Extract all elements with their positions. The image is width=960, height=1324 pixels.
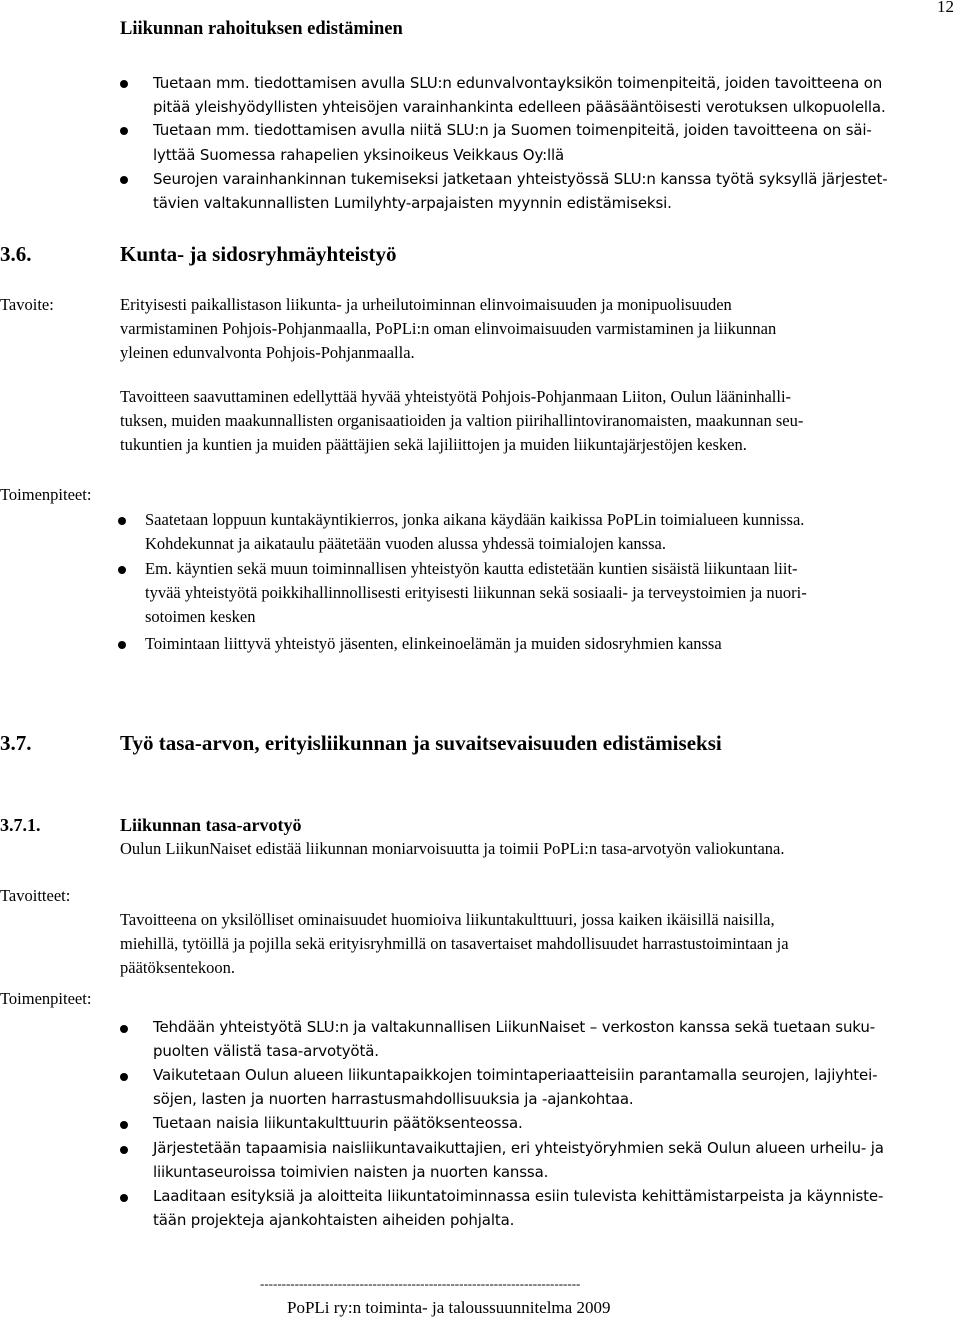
action2-4-line-2: liikuntaseuroissa toimivien naisten ja nuorten kanssa. — [153, 1163, 549, 1181]
footer-rule: -------------------------------------------------------------------------- — [260, 1276, 581, 1291]
actions-label: Toimenpiteet: — [0, 485, 92, 504]
actions-label-2: Toimenpiteet: — [0, 989, 92, 1008]
bullet-icon — [120, 176, 128, 184]
action-1-line-2: Kohdekunnat ja aikataulu päätetään vuoden alussa yhdessä toimialojen kanssa. — [145, 534, 666, 553]
bullet-icon — [120, 1121, 128, 1129]
section-3-7-1-title: Liikunnan tasa-arvotyö — [120, 815, 302, 835]
section-3-7-1-subtitle: Oulun LiikunNaiset edistää liikunnan moniarvoisuutta ja toimii PoPLi:n tasa-arvotyön valiokuntana. — [120, 839, 785, 858]
action2-5-line-1: Laaditaan esityksiä ja aloitteita liikuntatoiminnassa esiin tulevista kehittämistarpeista ja käynniste- — [153, 1187, 884, 1205]
bullet-icon — [118, 641, 126, 649]
bullet-icon — [120, 1073, 128, 1081]
footer-text: PoPLi ry:n toiminta- ja taloussuunnitelma 2009 — [287, 1298, 611, 1317]
intro-bullet-3-line-1: Seurojen varainhankinnan tukemiseksi jatketaan yhteistyössä SLU:n kanssa työtä syksyllä järjestet- — [153, 170, 888, 188]
bullet-icon — [120, 1194, 128, 1202]
action2-3-line-1: Tuetaan naisia liikuntakulttuurin päätöksenteossa. — [153, 1114, 523, 1132]
goal2-line-3: tukuntien ja kuntien ja muiden päättäjien sekä lajiliittojen ja muiden liikuntajärjestöjen kesken. — [120, 435, 747, 454]
goal-line-1: Erityisesti paikallistason liikunta- ja urheilutoiminnan elinvoimaisuuden ja monipuolisuuden — [120, 295, 732, 314]
section-3-6-number: 3.6. — [0, 242, 32, 266]
goals-label: Tavoitteet: — [0, 886, 71, 905]
action2-4-line-1: Järjestetään tapaamisia naisliikuntavaikuttajien, eri yhteistyöryhmien sekä Oulun alueen urheilu- ja — [153, 1139, 884, 1157]
action-3-line-1: Toimintaan liittyvä yhteistyö jäsenten, elinkeinoelämän ja muiden sidosryhmien kanssa — [145, 634, 722, 653]
intro-bullet-2-line-1: Tuetaan mm. tiedottamisen avulla niitä SLU:n ja Suomen toimenpiteitä, joiden tavoitteena on säi- — [153, 121, 872, 139]
bullet-icon — [118, 566, 126, 574]
goal2-line-1: Tavoitteen saavuttaminen edellyttää hyvää yhteistyötä Pohjois-Pohjanmaan Liiton, Oulun lääninhalli- — [120, 387, 792, 406]
bullet-icon — [120, 1025, 128, 1033]
action-2-line-1: Em. käyntien sekä muun toiminnallisen yhteistyön kautta edistetään kuntien sisäistä liikuntaan liit- — [145, 559, 798, 578]
action-2-line-2: tyvää yhteistyötä poikkihallinnollisesti erityisesti liikunnan sekä sosiaali- ja terveystoimien ja nuori- — [145, 583, 807, 602]
goals-line-2: miehillä, tytöillä ja pojilla sekä erityisryhmillä on tasavertaiset mahdollisuudet harrastustoimintaan ja — [120, 934, 789, 953]
action2-5-line-2: tään projekteja ajankohtaisten aiheiden pohjalta. — [153, 1211, 515, 1229]
action2-1-line-1: Tehdään yhteistyötä SLU:n ja valtakunnallisen LiikunNaiset – verkoston kanssa sekä tuetaan suku- — [153, 1018, 875, 1036]
section-3-7-1-number: 3.7.1. — [0, 815, 41, 835]
action-2-line-3: sotoimen kesken — [145, 607, 256, 626]
section-3-6-title: Kunta- ja sidosryhmäyhteistyö — [120, 242, 397, 266]
page-header-title: Liikunnan rahoituksen edistäminen — [120, 19, 403, 39]
goal-line-3: yleinen edunvalvonta Pohjois-Pohjanmaalla. — [120, 343, 415, 362]
intro-bullet-1-line-1: Tuetaan mm. tiedottamisen avulla SLU:n edunvalvontayksikön toimenpiteitä, joiden tavoitteena on — [153, 74, 883, 92]
action-1-line-1: Saatetaan loppuun kuntakäyntikierros, jonka aikana käydään kaikissa PoPLin toimialueen kunnissa. — [145, 510, 805, 529]
intro-bullet-3-line-2: tävien valtakunnallisten Lumilyhty-arpajaisten myynnin edistämiseksi. — [153, 194, 672, 212]
action2-2-line-1: Vaikutetaan Oulun alueen liikuntapaikkojen toimintaperiaatteisiin parantamalla seurojen, lajiyhtei- — [153, 1066, 878, 1084]
bullet-icon — [118, 517, 126, 525]
intro-bullet-1-line-2: pitää yleishyödyllisten yhteisöjen varainhankinta edelleen pääsääntöisesti verotuksen ulkopuolella. — [153, 98, 886, 116]
action2-2-line-2: söjen, lasten ja nuorten harrastusmahdollisuuksia ja -ajankohtaa. — [153, 1090, 634, 1108]
goals-line-1: Tavoitteena on yksilölliset ominaisuudet huomioiva liikuntakulttuuri, jossa kaiken ikäisillä naisilla, — [120, 910, 775, 929]
goals-line-3: päätöksentekoon. — [120, 958, 236, 977]
bullet-icon — [120, 80, 128, 88]
bullet-icon — [120, 127, 128, 135]
bullet-icon — [120, 1146, 128, 1154]
action2-1-line-2: puolten välistä tasa-arvotyötä. — [153, 1042, 379, 1060]
page-number: 12 — [937, 0, 954, 16]
intro-bullet-2-line-2: lyttää Suomessa rahapelien yksinoikeus Veikkaus Oy:llä — [153, 146, 565, 164]
goal-label: Tavoite: — [0, 295, 54, 314]
goal-line-2: varmistaminen Pohjois-Pohjanmaalla, PoPLi:n oman elinvoimaisuuden varmistaminen ja liikunnan — [120, 319, 777, 338]
section-3-7-number: 3.7. — [0, 731, 32, 755]
section-3-7-title: Työ tasa-arvon, erityisliikunnan ja suvaitsevaisuuden edistämiseksi — [120, 731, 722, 755]
goal2-line-2: tuksen, muiden maakunnallisten organisaatioiden ja valtion piirihallintoviranomaisten, maakunnan seu- — [120, 411, 804, 430]
